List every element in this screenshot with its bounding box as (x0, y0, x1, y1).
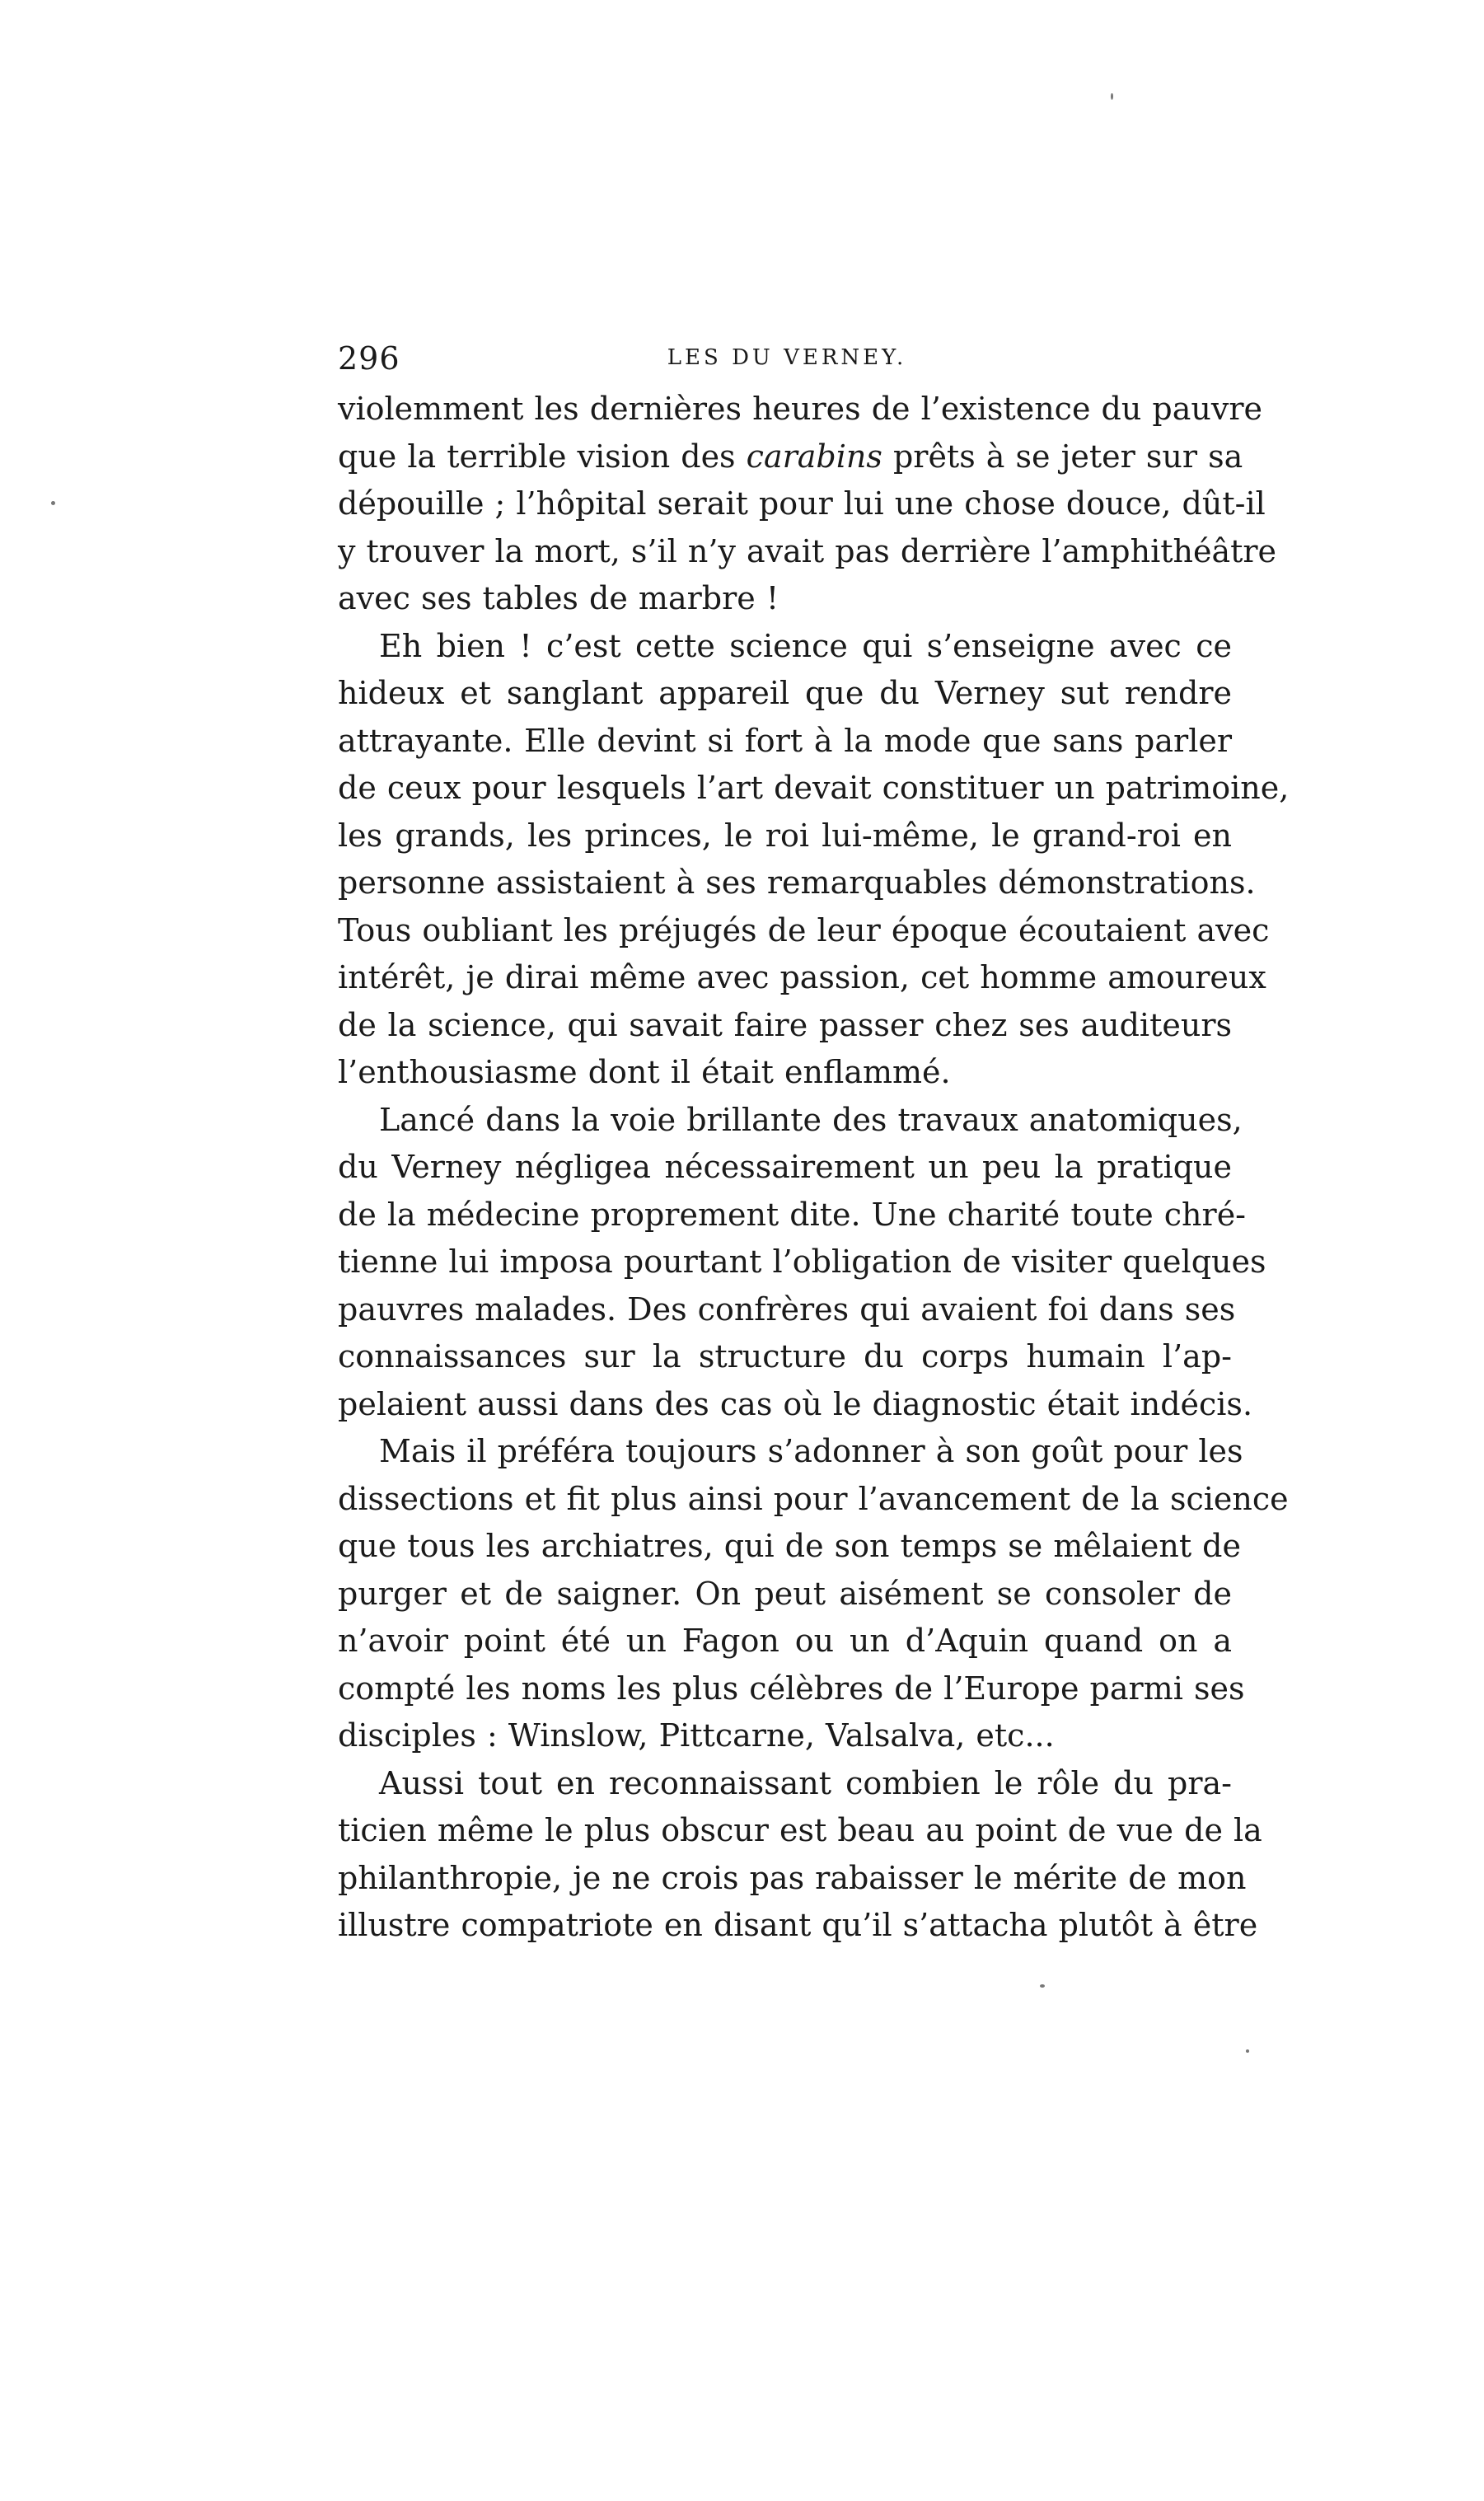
text-line: Mais il préféra toujours s’adonner à son goût pour les (379, 1433, 1243, 1469)
text-line: Lancé dans la voie brillante des travaux anatomiques, (379, 1101, 1243, 1138)
paragraph-3 (338, 1097, 1266, 1429)
text-line: du Verney négligea nécessairement un peu la pratique (338, 1149, 1232, 1185)
text-line: que la terrible vision des carabins prêts à se jeter sur sa (338, 438, 1243, 475)
text-line: que tous les archiatres, qui de son temps se mêlaient de (338, 1528, 1241, 1564)
paragraph-4 (338, 1428, 1289, 1760)
text-line: de ceux pour lesquels l’art devait constituer un patrimoine, (338, 770, 1290, 806)
text-line: Tous oubliant les préjugés de leur époque écoutaient avec (338, 911, 1270, 948)
text-line: Aussi tout en reconnaissant combien le rôle du pra- (379, 1764, 1232, 1801)
page-header (338, 334, 1236, 383)
text-line: de la science, qui savait faire passer chez ses auditeurs (338, 1006, 1232, 1043)
paragraph-2 (338, 623, 1290, 1097)
text-line: dissections et fit plus ainsi pour l’avancement de la science (338, 1480, 1289, 1517)
text-line: n’avoir point été un Fagon ou un d’Aquin quand on a (338, 1623, 1232, 1659)
text-line: connaissances sur la structure du corps humain l’ap- (338, 1338, 1232, 1375)
page-number: 296 (338, 340, 400, 377)
text-line: pelaient aussi dans des cas où le diagnostic était indécis. (338, 1385, 1253, 1422)
text-line: de la médecine proprement dite. Une charité toute chré- (338, 1196, 1247, 1233)
italic-term: carabins (746, 438, 882, 475)
text-line: violemment les dernières heures de l’existence du pauvre (338, 391, 1262, 427)
text-line: philanthropie, je ne crois pas rabaisser le mérite de mon (338, 1859, 1247, 1896)
text-line: ticien même le plus obscur est beau au point de vue de la (338, 1812, 1262, 1848)
scan-speck (1111, 93, 1113, 100)
scan-speck (51, 501, 55, 505)
text-line: dépouille ; l’hôpital serait pour lui une chose douce, dût-il (338, 485, 1266, 522)
text-line: illustre compatriote en disant qu’il s’attacha plutôt à être (338, 1907, 1258, 1943)
text-line: purger et de saigner. On peut aisément se consoler de (338, 1575, 1232, 1612)
text-line: Eh bien ! c’est cette science qui s’enseigne avec ce (379, 627, 1232, 664)
text-line: personne assistaient à ses remarquables démonstrations. (338, 864, 1256, 901)
text-line: pauvres malades. Des confrères qui avaient foi dans ses (338, 1290, 1236, 1328)
text-line: avec ses tables de marbre ! (338, 580, 779, 616)
text-line: l’enthousiasme dont il était enflammé. (338, 1054, 951, 1090)
body-text (338, 386, 1290, 1950)
text-line: intérêt, je dirai même avec passion, cet homme amoureux (338, 959, 1266, 995)
paragraph-5 (338, 1760, 1262, 1950)
text-line: disciples : Winslow, Pittcarne, Valsalva, etc... (338, 1717, 1055, 1754)
paragraph-1 (338, 386, 1277, 623)
text-line: les grands, les princes, le roi lui-même, le grand-roi en (338, 817, 1232, 854)
running-title: LES DU VERNEY. (667, 345, 907, 370)
text-line: hideux et sanglant appareil que du Verney sut rendre (338, 675, 1232, 711)
scan-speck (1040, 1984, 1045, 1988)
scan-speck (1246, 2049, 1249, 2053)
text-line: compté les noms les plus célèbres de l’Europe parmi ses (338, 1670, 1245, 1707)
text-line: tienne lui imposa pourtant l’obligation de visiter quelques (338, 1243, 1266, 1280)
text-line: attrayante. Elle devint si fort à la mode que sans parler (338, 722, 1232, 759)
text-line: y trouver la mort, s’il n’y avait pas derrière l’amphithéâtre (338, 532, 1277, 569)
